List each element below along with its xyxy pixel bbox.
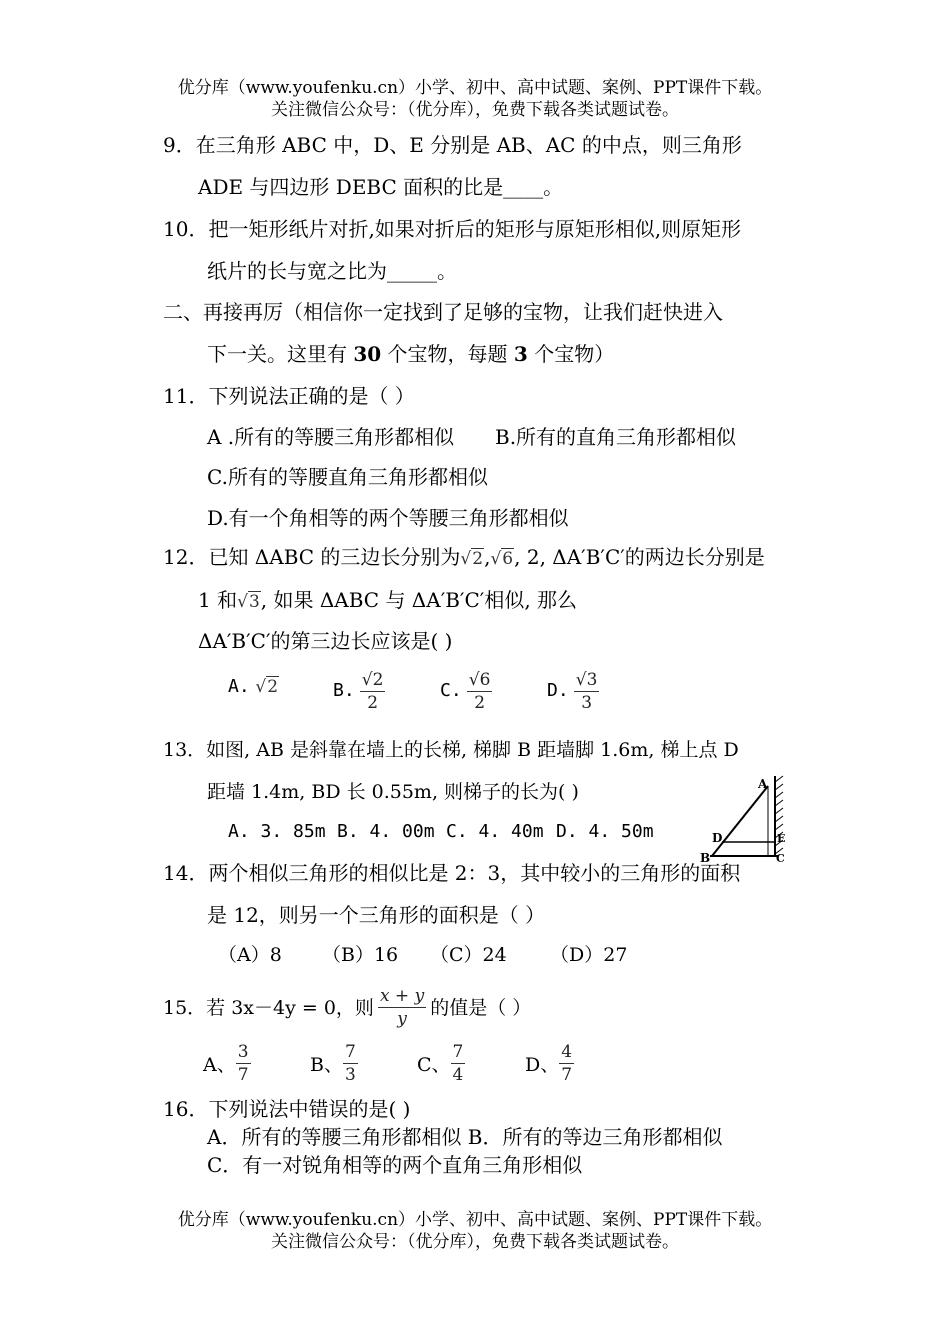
q14-option-a: （A）8 <box>218 944 282 966</box>
q16-stem: 16．下列说法中错误的是( ) <box>163 1097 411 1121</box>
q13-line-2: 距墙 1.4m, BD 长 0.55m, 则梯子的长为( ) <box>207 781 579 803</box>
header-line-2: 关注微信公众号：（优分库），免费下载各类试题试卷。 <box>271 100 679 120</box>
q15-option-d: D、 $\frac{4}{7}$ <box>525 1042 573 1085</box>
sqrt-6: √6 <box>490 549 514 569</box>
ladder-figure <box>690 772 790 864</box>
q16-options-ab: A．所有的等腰三角形都相似 B．所有的等边三角形都相似 <box>207 1125 723 1149</box>
label-d: D <box>712 831 723 845</box>
q15-line-1: 15．若 3x－4y = 0，则 $\frac{x + y}{y}$ 的值是（ ） <box>163 986 532 1029</box>
q13-option-c: C. 4. 40m <box>446 821 544 842</box>
q12-line-3: ΔA′B′C′的第三边长应该是( ) <box>198 629 453 653</box>
q15-option-b: B、 $\frac{7}{3}$ <box>310 1042 356 1085</box>
q14-line-2: 是 12，则另一个三角形的面积是（ ） <box>207 903 546 927</box>
footer-line-2: 关注微信公众号：（优分库），免费下载各类试题试卷。 <box>271 1232 679 1252</box>
q9-line-1: 9．在三角形 ABC 中，D、E 分别是 AB、AC 的中点，则三角形 <box>163 133 742 157</box>
q12-option-b: B. $\frac{√2}{2}$ <box>333 670 384 713</box>
footer-line-1: 优分库（www.youfenku.cn）小学、初中、高中试题、案例、PPT课件下载。 <box>177 1210 773 1230</box>
q15-fraction: $\frac{x + y}{y}$ <box>379 986 425 1029</box>
q10-line-1: 10．把一矩形纸片对折,如果对折后的矩形与原矩形相似,则原矩形 <box>163 217 742 241</box>
q12-line-1: 12．已知 ΔABC 的三边长分别为√2,√6, 2, ΔA′B′C′的两边长分别是 <box>163 544 765 572</box>
q10-line-2: 纸片的长与宽之比为_____。 <box>207 259 457 283</box>
q12-line-2: 1 和√3, 如果 ΔABC 与 ΔA′B′C′相似, 那么 <box>198 587 577 615</box>
q13-option-b: B. 4. 00m <box>337 821 435 842</box>
q15-option-a: A、 $\frac{3}{7}$ <box>203 1042 249 1085</box>
sqrt-2: √2 <box>460 549 484 569</box>
q14-option-b: （B）16 <box>322 944 399 966</box>
q16-option-c: C．有一对锐角相等的两个直角三角形相似 <box>207 1153 583 1177</box>
q14-line-1: 14．两个相似三角形的相似比是 2：3，其中较小的三角形的面积 <box>163 861 741 885</box>
label-e: E <box>777 832 786 845</box>
q14-option-d: （D）27 <box>550 944 628 966</box>
q13-line-1: 13．如图, AB 是斜靠在墙上的长梯, 梯脚 B 距墙脚 1.6m, 梯上点 D <box>163 739 739 761</box>
q9-line-2: ADE 与四边形 DEBC 面积的比是____。 <box>198 175 564 199</box>
ladder-line <box>712 786 768 856</box>
q11-option-d: D.有一个角相等的两个等腰三角形都相似 <box>207 506 569 530</box>
q12-option-a: A. √2 <box>228 676 279 697</box>
q15-option-c: C、 $\frac{7}{4}$ <box>417 1042 464 1085</box>
q12-option-c: C. $\frac{√6}{2}$ <box>440 670 491 713</box>
label-b: B <box>700 851 711 864</box>
q11-option-b: B.所有的直角三角形都相似 <box>495 425 737 449</box>
q11-stem: 11．下列说法正确的是（ ） <box>163 384 415 408</box>
label-c: C <box>776 852 785 864</box>
q13-option-d: D. 4. 50m <box>556 821 654 842</box>
q12-option-d: D. $\frac{√3}{3}$ <box>547 670 598 713</box>
section-2-heading-line-2: 下一关。这里有 30 个宝物，每题 3 个宝物） <box>207 342 615 366</box>
q11-option-a: A .所有的等腰三角形都相似 <box>207 425 455 449</box>
q13-option-a: A. 3. 85m <box>228 821 326 842</box>
label-a: A <box>758 777 768 791</box>
q14-option-c: （C）24 <box>430 944 507 966</box>
sqrt-3: √3 <box>237 592 260 612</box>
q11-option-c: C.所有的等腰直角三角形都相似 <box>207 465 488 489</box>
header-line-1: 优分库（www.youfenku.cn）小学、初中、高中试题、案例、PPT课件下载。 <box>177 78 773 98</box>
section-2-heading-line-1: 二、再接再厉（相信你一定找到了足够的宝物，让我们赶快进入 <box>163 300 723 324</box>
